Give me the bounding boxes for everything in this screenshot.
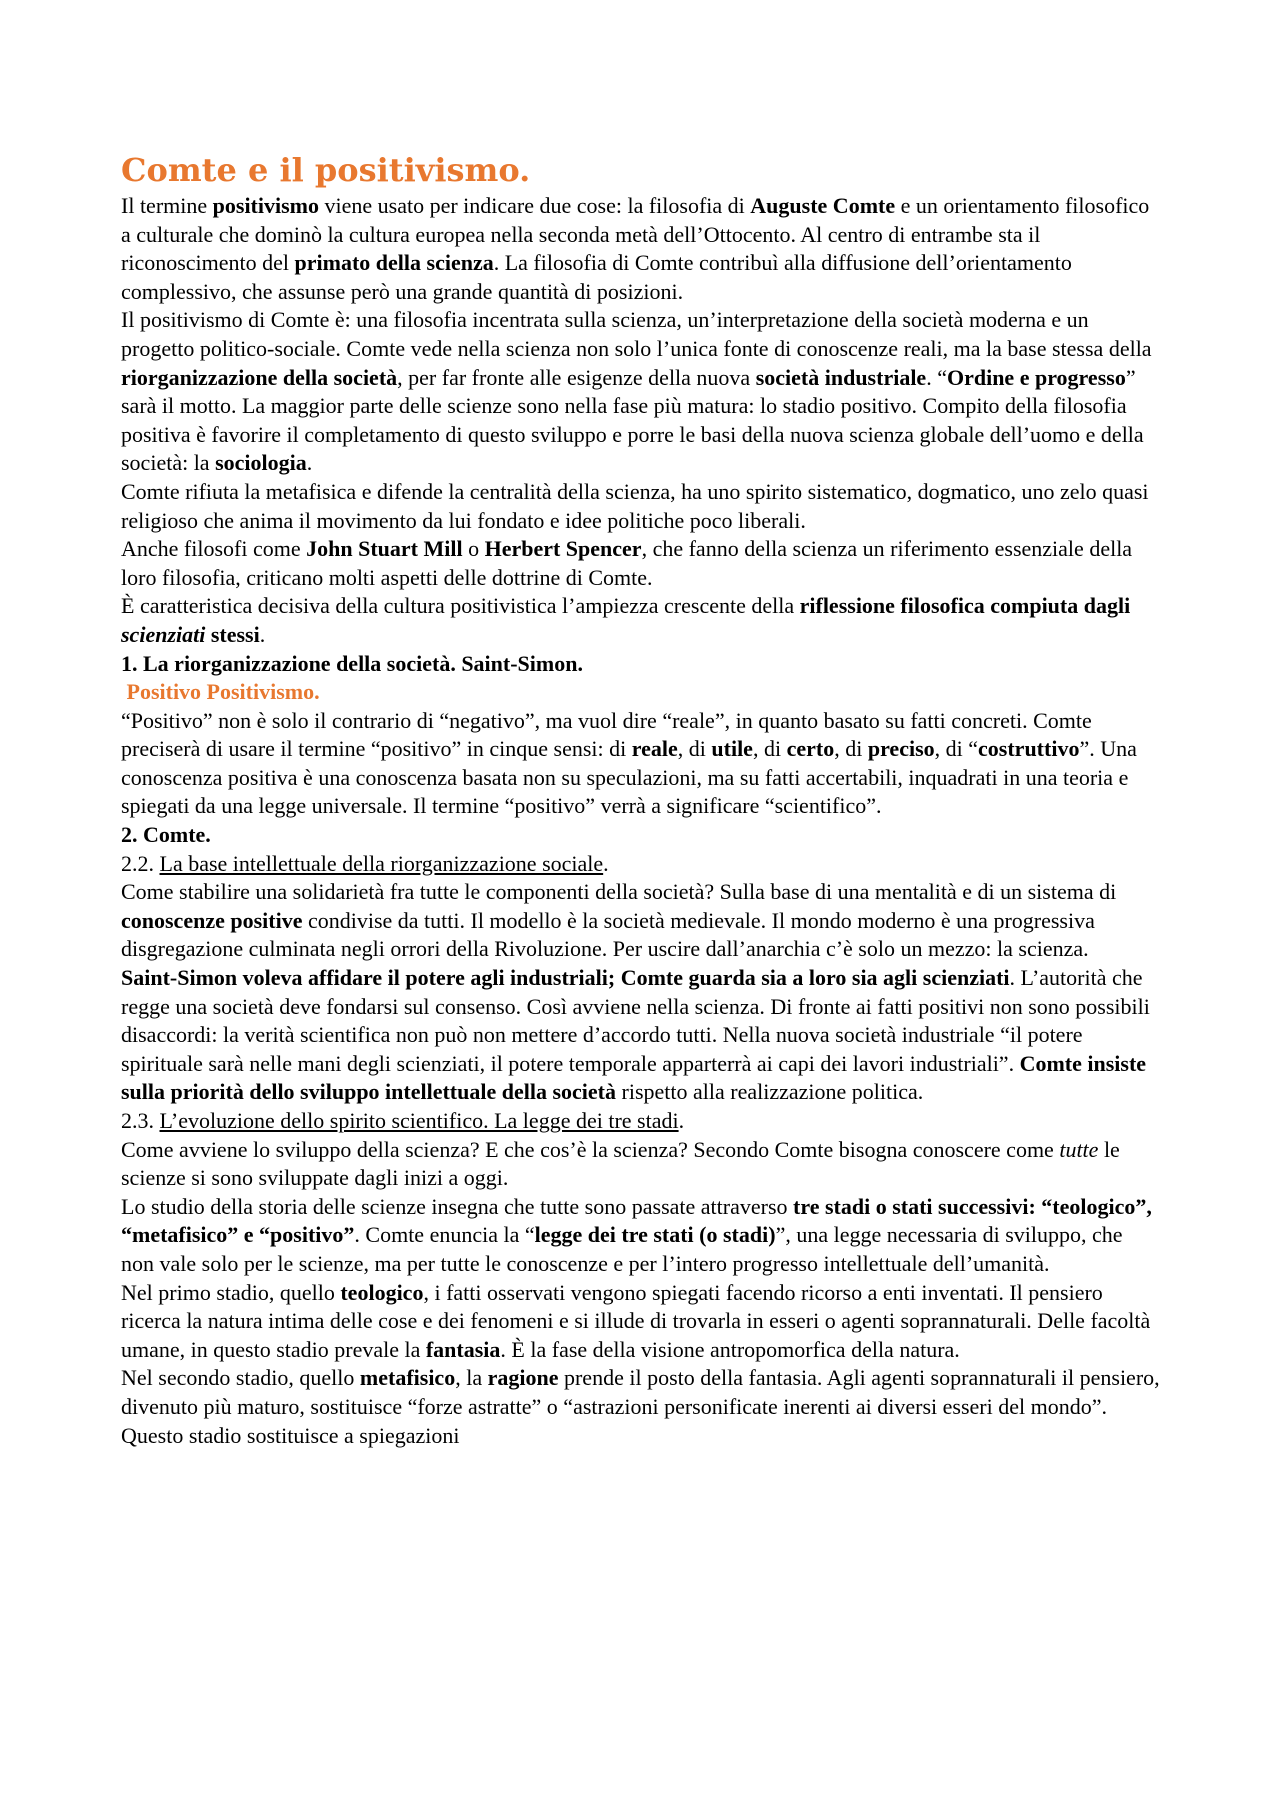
heading-section-2: 2. Comte. <box>121 822 211 848</box>
heading-section-2-2: 2.2. La base intellettuale della riorganizzazione sociale. <box>121 850 609 876</box>
paragraph-saint-simon: Saint-Simon voleva affidare il potere agli industriali; Comte guarda sia a loro sia agli scienziati. L’autorità che regge una società deve fondarsi sul consenso. Così avviene nella scienza. Di fronte ai fatti positivi non sono possibili disaccordi: la verità scientifica non può non mettere d’accordo tutti. Nella nuova società industriale “il potere spirituale sarà nelle mani degli scienziati, il potere temporale apparterrà ai capi dei lavori industriali”. Comte insiste sulla priorità dello sviluppo intellettuale della società rispetto alla realizzazione politica. <box>121 965 1150 1105</box>
document-title: Comte e il positivismo. <box>121 151 531 189</box>
paragraph-theological-stage: Nel primo stadio, quello teologico, i fatti osservati vengono spiegati facendo ricorso a enti inventati. Il pensiero ricerca la natura intima delle cose e dei fenomeni e si illude di trovarla in esseri o agenti soprannaturali. Delle facoltà umane, in questo stadio prevale la fantasia. È la fase della visione antropomorfica della natura. <box>121 1279 1151 1362</box>
paragraph-metaphysical-stage: Nel secondo stadio, quello metafisico, la ragione prende il posto della fantasia. Agli agenti soprannaturali il pensiero, divenuto più maturo, sostituisce “forze astratte” o “astrazioni personificate inerenti ai diversi esseri del mondo”. Questo stadio sostituisce a spiegazioni <box>121 1365 1160 1448</box>
paragraph-positivo-meaning: “Positivo” non è solo il contrario di “negativo”, ma vuol dire “reale”, in quanto basato su fatti concreti. Comte preciserà di usare il termine “positivo” in cinque sensi: di reale, di utile, di certo, di preciso, di “costruttivo”. Una conoscenza positiva è una conoscenza basata non su speculazioni, ma su fatti accertabili, inquadrati in una teoria e spiegati da una legge universale. Il termine “positivo” verrà a significare “scientifico”. <box>121 707 1137 819</box>
paragraph-intro: Il termine positivismo viene usato per indicare due cose: la filosofia di Auguste Comte e un orientamento filosofico a culturale che dominò la cultura europea nella seconda metà dell’Ottocento. Al centro di entrambe sta il riconoscimento del primato della scienza. La filosofia di Comte contribuì alla diffusione dell’orientamento complessivo, che assunse però una grande quantità di posizioni. <box>121 193 1150 304</box>
paragraph-mill-spencer: Anche filosofi come John Stuart Mill o Herbert Spencer, che fanno della scienza un riferimento essenziale della loro filosofia, criticano molti aspetti delle dottrine di Comte. <box>121 536 1133 590</box>
heading-section-1: 1. La riorganizzazione della società. Saint-Simon. <box>121 650 583 676</box>
paragraph-comte-positivism: Il positivismo di Comte è: una filosofia incentrata sulla scienza, un’interpretazione della società moderna e un progetto politico-sociale. Comte vede nella scienza non solo l’unica fonte di conoscenze reali, ma la base stessa della riorganizzazione della società, per far fronte alle esigenze della nuova società industriale. “Ordine e progresso” sarà il motto. La maggior parte delle scienze sono nella fase più matura: lo stadio positivo. Compito della filosofia positiva è favorire il completamento di questo sviluppo e porre le basi della nuova scienza globale dell’uomo e della società: la sociologia. <box>121 307 1152 476</box>
paragraph-three-stages: Lo studio della storia delle scienze insegna che tutte sono passate attraverso tre stadi o stati successivi: “teologico”, “metafisico” e “positivo”. Comte enuncia la “legge dei tre stati (o stadi)”, una legge necessaria di sviluppo, che non vale solo per le scienze, ma per tutte le conoscenze e per l’intero progresso intellettuale dell’umanità. <box>121 1193 1152 1276</box>
heading-section-2-3: 2.3. L’evoluzione dello spirito scientifico. La legge dei tre stadi. <box>121 1108 685 1133</box>
paragraph-metaphysics: Comte rifiuta la metafisica e difende la centralità della scienza, ha uno spirito sistematico, dogmatico, uno zelo quasi religioso che anima il movimento da lui fondato e idee politiche poco liberali. <box>121 478 1149 533</box>
document-page <box>121 150 1161 1450</box>
paragraph-reflection: È caratteristica decisiva della cultura positivistica l’ampiezza crescente della riflessione filosofica compiuta dagli scienziati stessi. <box>121 593 1131 647</box>
paragraph-solidarity: Come stabilire una solidarietà fra tutte le componenti della società? Sulla base di una mentalità e di un sistema di conoscenze positive condivise da tutti. Il modello è la società medievale. Il mondo moderno è una progressiva disgregazione culminata negli orrori della Rivoluzione. Per uscire dall’anarchia c’è solo un mezzo: la scienza. <box>121 879 1117 962</box>
subheading-positivo: Positivo Positivismo. <box>126 679 320 705</box>
paragraph-science-development: Come avviene lo sviluppo della scienza? E che cos’è la scienza? Secondo Comte bisogna conoscere come tutte le scienze si sono sviluppate dagli inizi a oggi. <box>121 1136 1120 1191</box>
